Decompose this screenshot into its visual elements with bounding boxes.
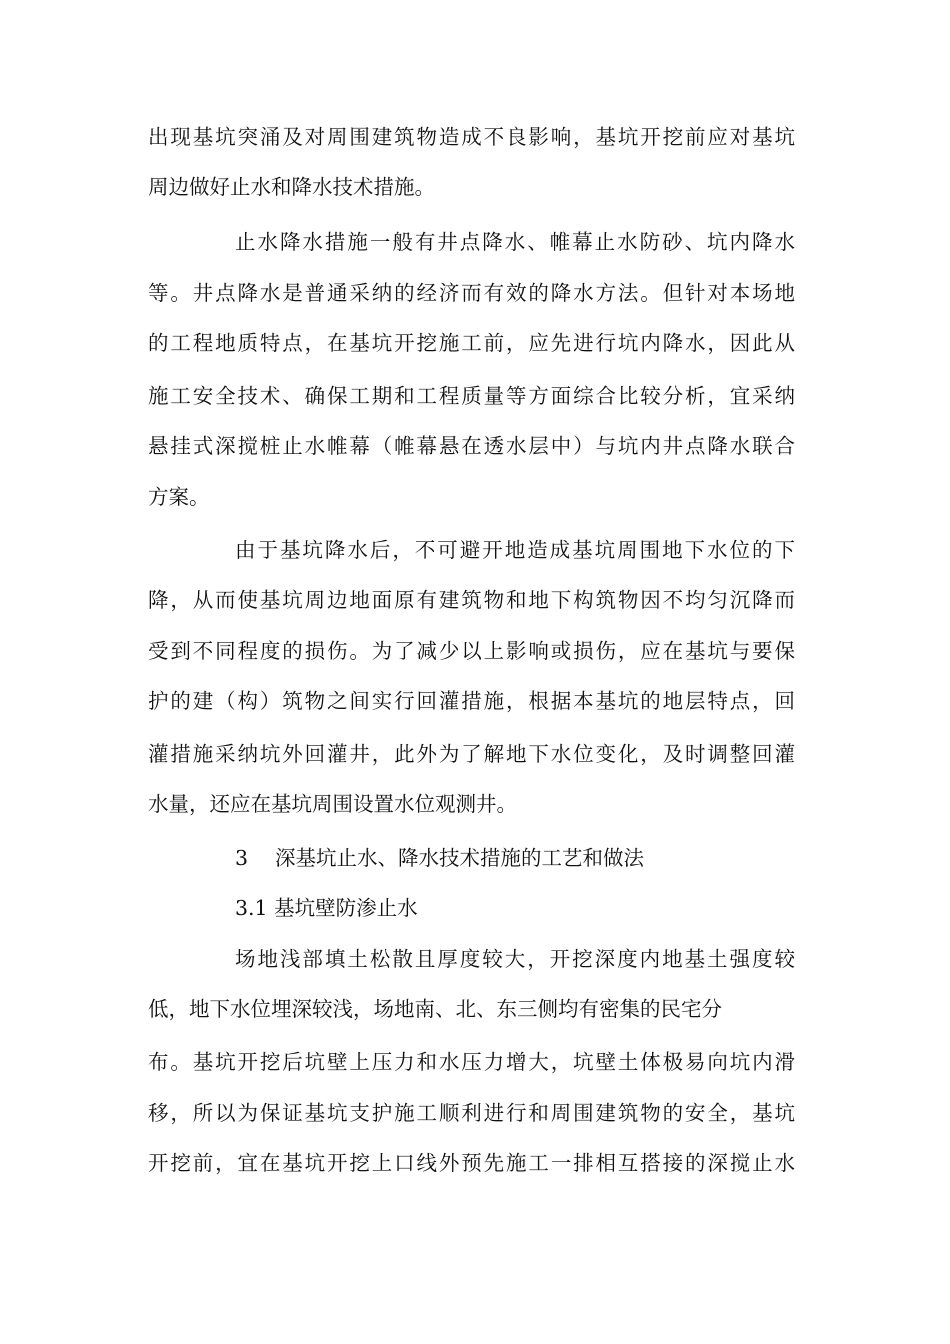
paragraph-line: 移，所以为保证基坑支护施工顺利进行和周围建筑物的安全，基坑 <box>148 1101 795 1125</box>
paragraph-line: 开挖前，宜在基坑开挖上口线外预先施工一排相互搭接的深搅止水 <box>148 1151 795 1175</box>
section-number: 3 <box>235 846 249 870</box>
paragraph-line: 灌措施采纳坑外回灌井，此外为了解地下水位变化，及时调整回灌 <box>148 742 795 766</box>
paragraph-line: 受到不同程度的损伤。为了减少以上影响或损伤，应在基坑与要保 <box>148 639 795 663</box>
section-title: 深基坑止水、降水技术措施的工艺和做法 <box>275 846 644 870</box>
paragraph-line: 水量，还应在基坑周围设置水位观测井。 <box>148 792 517 816</box>
paragraph-line: 布。基坑开挖后坑壁上压力和水压力增大，坑壁土体极易向坑内滑 <box>148 1050 795 1074</box>
paragraph-line: 等。井点降水是普通采纳的经济而有效的降水方法。但针对本场地 <box>148 281 795 305</box>
section-heading-3-1: 3.1 基坑壁防渗止水 <box>235 896 418 920</box>
paragraph-line: 施工安全技术、确保工期和工程质量等方面综合比较分析，宜采纳 <box>148 384 795 408</box>
paragraph-line: 周边做好止水和降水技术措施。 <box>148 175 435 199</box>
paragraph-line: 低，地下水位埋深较浅，场地南、北、东三侧均有密集的民宅分 <box>148 997 722 1021</box>
paragraph-line: 的工程地质特点，在基坑开挖施工前，应先进行坑内降水，因此从 <box>148 331 795 355</box>
paragraph-line: 出现基坑突涌及对周围建筑物造成不良影响，基坑开挖前应对基坑 <box>148 125 795 149</box>
paragraph-line: 止水降水措施一般有井点降水、帷幕止水防砂、坑内降水 <box>235 230 795 254</box>
paragraph-line: 场地浅部填土松散且厚度较大，开挖深度内地基土强度较 <box>235 947 795 971</box>
paragraph-line: 降，从而使基坑周边地面原有建筑物和地下构筑物因不均匀沉降而 <box>148 588 795 612</box>
paragraph-line: 悬挂式深搅桩止水帷幕（帷幕悬在透水层中）与坑内井点降水联合 <box>148 434 795 458</box>
section-heading-3 <box>235 845 644 871</box>
paragraph-line: 护的建（构）筑物之间实行回灌措施，根据本基坑的地层特点，回 <box>148 689 795 713</box>
paragraph-line: 方案。 <box>148 485 210 509</box>
paragraph-line: 由于基坑降水后，不可避开地造成基坑周围地下水位的下 <box>235 538 795 562</box>
